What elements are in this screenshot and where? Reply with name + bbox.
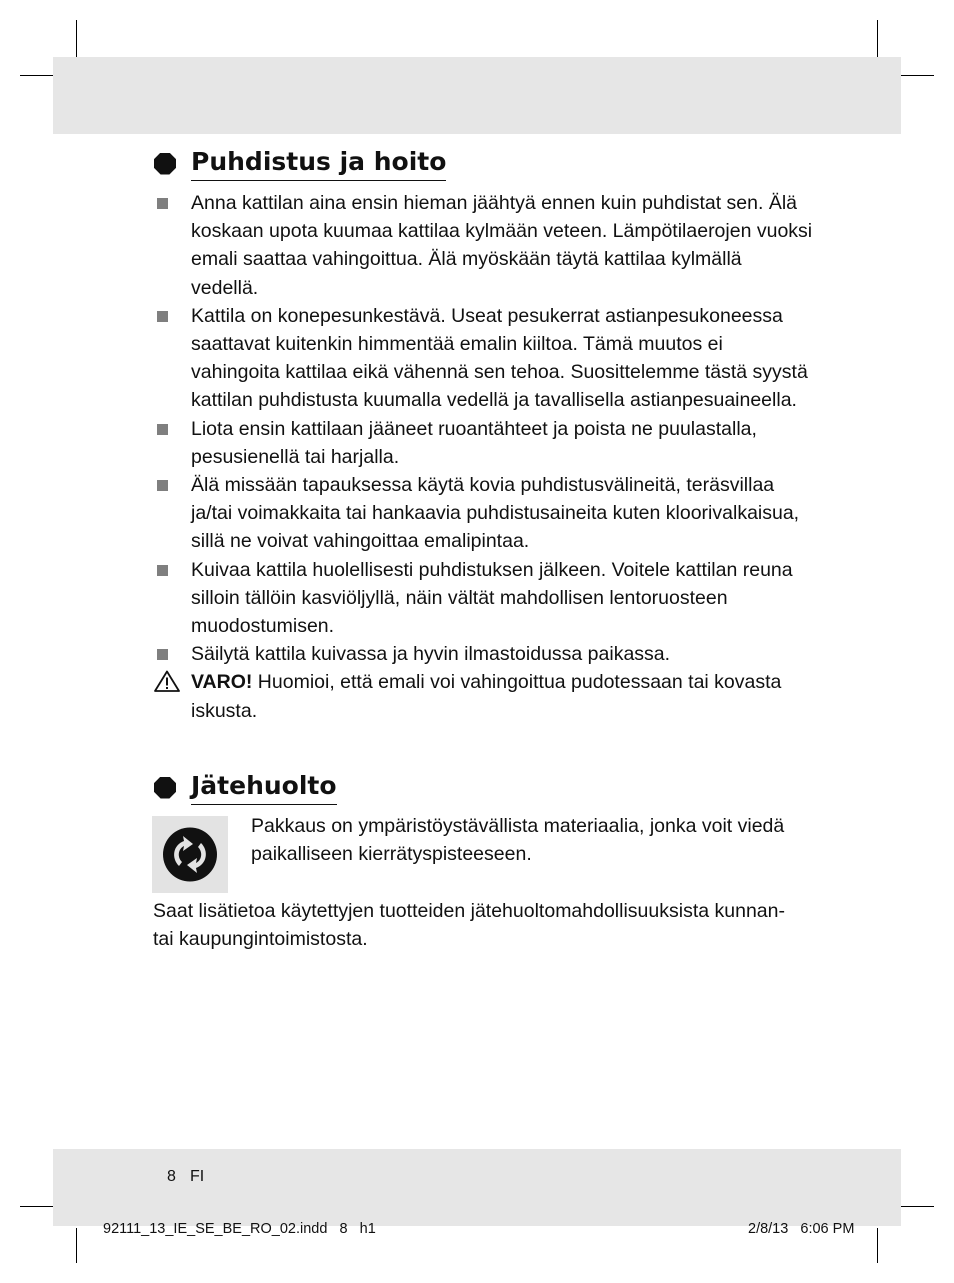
list-item-text: Kuivaa kattila huolellisesti puhdistuksen jälkeen. Voitele kattilan reuna silloin tällöin kasviöljyllä, näin vältät mahdollisen lentoruosteen muodostumisen.: [191, 558, 793, 638]
language-code: FI: [190, 1168, 205, 1185]
warning-item: [154, 668, 814, 724]
section-title: Puhdistus ja hoito: [191, 146, 446, 181]
list-item: [154, 640, 814, 668]
crop-mark: [899, 75, 934, 76]
recycling-logo: [152, 816, 228, 893]
disposal-info-text: Saat lisätietoa käytettyjen tuotteiden jätehuoltomahdollisuuksista kunnan- tai kaupungintoimistosta.: [153, 900, 785, 951]
header-band: [53, 57, 901, 134]
list-item-text: Anna kattilan aina ensin hieman jäähtyä ennen kuin puhdistat sen. Älä koskaan upota kuumaa kattilaa kylmään veteen. Lämpötilaerojen vuoksi emali saattaa vahingoittua. Älä myöskään täytä kattilaa kylmällä vedellä.: [191, 192, 813, 299]
square-bullet-icon: [157, 565, 168, 576]
crop-mark: [76, 1228, 77, 1263]
print-date-time: 2/8/13 6:06 PM: [748, 1221, 855, 1237]
square-bullet-icon: [157, 424, 168, 435]
crop-mark: [20, 75, 55, 76]
cleaning-instructions-list: [154, 189, 814, 725]
list-item-text: Liota ensin kattilaan jääneet ruoantähteet ja poista ne puulastalla, pesusienellä tai harjalla.: [191, 417, 757, 468]
section-heading-disposal: [154, 770, 337, 805]
crop-mark: [899, 1206, 934, 1207]
square-bullet-icon: [157, 480, 168, 491]
warning-triangle-icon: [154, 670, 180, 692]
octagon-bullet-icon: [154, 777, 176, 799]
list-item-text: Kattila on konepesunkestävä. Useat pesukerrat astianpesukoneessa saattavat kuitenkin himmentää emalin kiiltoa. Tämä muutos ei vahingoita kattilaa eikä vähennä sen tehoa. Suosittelemme tästä syystä kattilan puhdistusta kuumalla vedellä ja tavallisella astianpesuaineella.: [191, 304, 808, 412]
section-heading-cleaning: [154, 146, 446, 181]
section-title: Jätehuolto: [191, 770, 337, 805]
square-bullet-icon: [157, 649, 168, 660]
packaging-text: Pakkaus on ympäristöystävällista materiaalia, jonka voit viedä paikalliseen kierrätyspisteeseen.: [251, 815, 785, 866]
page-number: 8: [167, 1168, 176, 1185]
print-file-info: 92111_13_IE_SE_BE_RO_02.indd 8 h1: [103, 1221, 376, 1237]
list-item: [154, 302, 814, 415]
list-item: [154, 471, 814, 556]
list-item-text: Älä missään tapauksessa käytä kovia puhdistusvälineitä, teräsvillaa ja/tai voimakkaita tai hankaavia puhdistusaineita kuten kloorivalkaisua, sillä ne voivat vahingoittaa emalipintaa.: [191, 474, 800, 553]
list-item: [154, 189, 814, 302]
warning-text: Huomioi, että emali voi vahingoittua pudotessaan tai kovasta iskusta.: [191, 671, 782, 722]
list-item: [154, 556, 814, 641]
footer-band: [53, 1149, 901, 1226]
warning-label: VARO!: [191, 671, 253, 694]
list-item-text: Säilytä kattila kuivassa ja hyvin ilmastoidussa paikassa.: [191, 643, 671, 666]
crop-mark: [20, 1206, 55, 1207]
green-dot-recycling-icon: [152, 816, 228, 893]
octagon-bullet-icon: [154, 153, 176, 175]
square-bullet-icon: [157, 198, 168, 209]
square-bullet-icon: [157, 311, 168, 322]
list-item: [154, 415, 814, 471]
crop-mark: [877, 1228, 878, 1263]
